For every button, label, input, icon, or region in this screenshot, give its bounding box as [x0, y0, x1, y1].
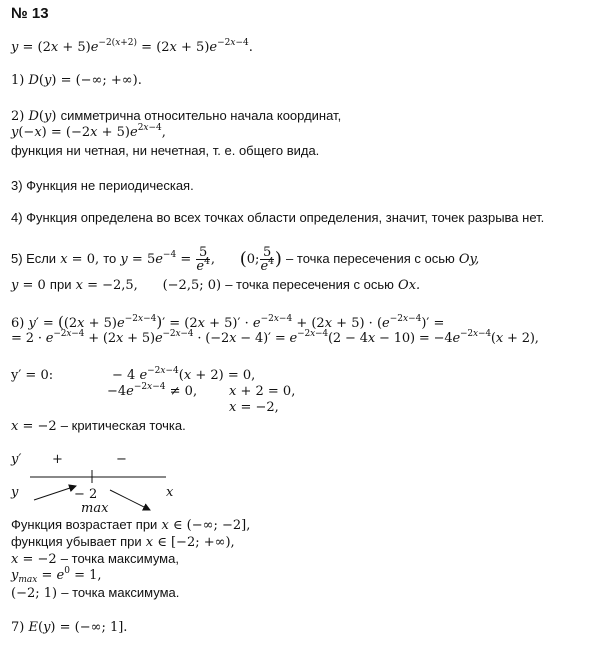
y-max-line: $y_{max} = e^0 = 1$,: [11, 566, 102, 585]
equation-4: x = −2,: [229, 400, 279, 415]
max-label: max: [81, 501, 109, 516]
y-minus-x-line: $y(-x) = (-2x + 5)e^{2x-4}$,: [11, 123, 166, 140]
intersection-oy-text: – точка пересечения с осью: [286, 251, 455, 266]
symmetry-text: симметрична относительно начала координат,: [60, 108, 342, 123]
decreasing-arrow: [110, 490, 150, 510]
equation-3: x + 2 = 0,: [229, 384, 296, 399]
maximum-point-line: x = −2 – точка максимума,: [11, 551, 179, 567]
problem-number: № 13: [11, 5, 49, 22]
periodicity-line: 3) Функция не периодическая.: [11, 178, 194, 193]
sign-chart-yprime-label: y′: [11, 452, 22, 467]
increasing-line: Функция возрастает при x ∈ (−∞; −2],: [11, 517, 251, 533]
x-axis-label: x: [166, 485, 174, 500]
derivative-line-1: 6) $y' = ((2x + 5)e^{-2x-4})' = (2x + 5)' \cdot e^{-2x-4} + (2x + 5) \cdot (e^{-2x-4})'$ =: [11, 313, 445, 331]
decreasing-line: функция убывает при x ∈ [−2; +∞),: [11, 534, 235, 550]
equation-1: − 4 $e^{-2x-4}(x + 2) = 0$,: [112, 366, 256, 383]
critical-text: – критическая точка.: [60, 418, 186, 433]
maximum-coordinates-line: (−2; 1) – точка максимума.: [11, 585, 180, 601]
intersection-oy-line: 5) Если x = 0, то $y = 5e^{-4}$ = $\frac{5}{e^4}$ , (0; $\frac{5}{e^4}$ ) – точка пересечения с осью Oy,: [11, 245, 480, 274]
sign-plus: +: [52, 452, 63, 467]
equation-2: $-4e^{-2x-4} \ne 0$,: [107, 382, 198, 399]
axis-oy: Oy,: [458, 252, 480, 267]
y-prime-zero-label: y′ = 0:: [11, 368, 54, 383]
intersection-ox-line: y = 0 при x = −2,5, (−2,5; 0) – точка пересечения с осью Ox.: [11, 277, 421, 293]
intersection-if: 5) Если: [11, 251, 57, 266]
sign-minus: −: [116, 452, 127, 467]
parity-line: функция ни четная, ни нечетная, т. е. общего вида.: [11, 143, 320, 158]
symmetry-line: 2) D(y) симметрична относительно начала координат,: [11, 108, 342, 124]
increasing-arrow: [34, 486, 76, 500]
sign-chart-y-label: y: [11, 485, 19, 500]
function-definition: $y = (2x + 5)e^{-2(x+2)} = (2x + 5)e^{-2x-4}$.: [11, 38, 253, 55]
domain-line: 1) D(y) = (−∞; +∞).: [11, 73, 142, 88]
critical-point-label: − 2: [74, 487, 98, 502]
range-line: 7) E(y) = (−∞; 1].: [11, 620, 128, 635]
derivative-line-2: = $2 \cdot e^{-2x-4} + (2x + 5)e^{-2x-4} \cdot (-2x - 4)' = e^{-2x-4}(2 - 4x - 10) = -4e^{-2x-4}(x + 2)$,: [11, 329, 539, 346]
intersection-ox-text: – точка пересечения с осью: [225, 277, 394, 292]
continuity-line: 4) Функция определена во всех точках области определения, значит, точек разрыва нет.: [11, 210, 545, 225]
critical-point-line: x = −2 – критическая точка.: [11, 418, 186, 434]
intersection-at: при: [49, 277, 72, 292]
axis-ox: Ox.: [398, 278, 421, 293]
